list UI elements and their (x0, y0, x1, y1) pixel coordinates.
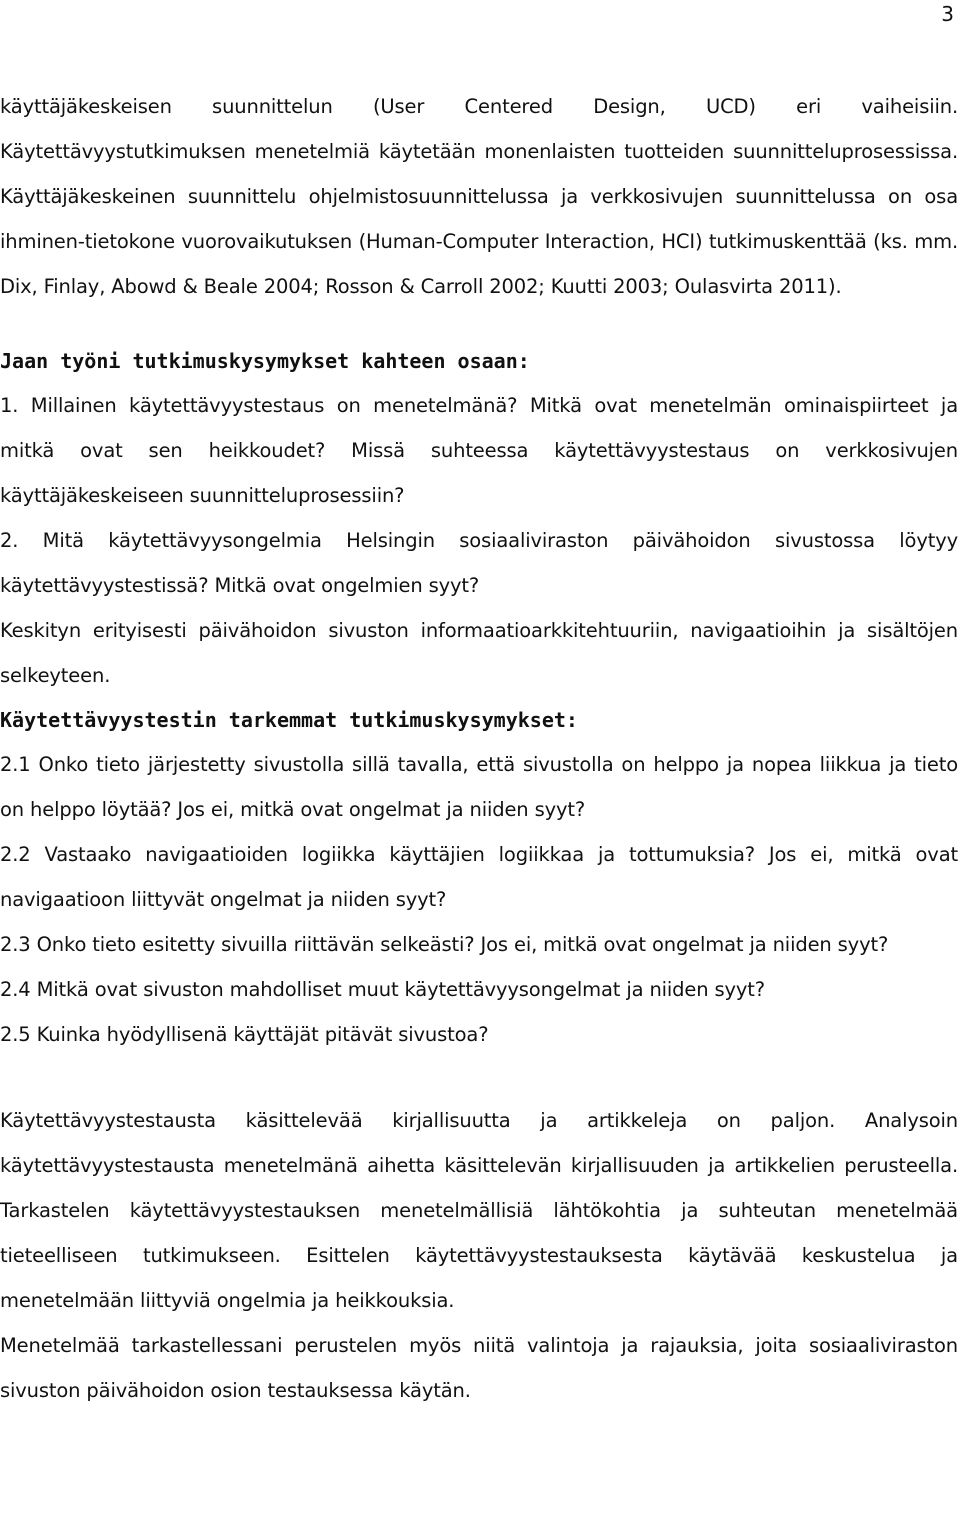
literature-paragraph: Käytettävyystestausta käsittelevää kirjallisuutta ja artikkeleja on paljon. Analysoin käytettävyystestausta menetelmänä aihetta käsittelevän kirjallisuuden ja artikkelien perusteella. Tarkastelen käytettävyystestauksen menetelmällisiä lähtökohtia ja suhteutan menetelmää tieteelliseen tutkimukseen. Esittelen käytettävyystestauksesta käytävää keskustelua ja menetelmään liittyviä ongelmia ja heikkouksia. (0, 1109, 958, 1312)
question-2-4: 2.4 Mitkä ovat sivuston mahdolliset muut käytettävyysongelmat ja niiden syyt? (0, 978, 766, 1001)
question-2-5: 2.5 Kuinka hyödyllisenä käyttäjät pitävät sivustoa? (0, 1023, 489, 1046)
focus-paragraph: Keskityn erityisesti päivähoidon sivuston informaatioarkkitehtuuriin, navigaatioihin ja sisältöjen selkeyteen. (0, 619, 958, 687)
detailed-questions-heading: Käytettävyystestin tarkemmat tutkimuskysymykset: (0, 708, 578, 732)
research-questions-heading: Jaan työni tutkimuskysymykset kahteen osaan: (0, 349, 530, 373)
page-number: 3 (941, 2, 954, 26)
intro-paragraph: käyttäjäkeskeisen suunnittelun (User Centered Design, UCD) eri vaiheisiin. Käytettävyystutkimuksen menetelmiä käytetään monenlaisten tuotteiden suunnitteluprosessissa. Käyttäjäkeskeinen suunnittelu ohjelmistosuunnittelussa ja verkkosivujen suunnittelussa on osa ihminen-tietokone vuorovaikutuksen (Human-Computer Interaction, HCI) tutkimuskenttää (ks. mm. Dix, Finlay, Abowd & Beale 2004; Rosson & Carroll 2002; Kuutti 2003; Oulasvirta 2011). (0, 95, 958, 298)
question-2-1: 2.1 Onko tieto järjestetty sivustolla sillä tavalla, että sivustolla on helppo ja nopea liikkua ja tieto on helppo löytää? Jos ei, mitkä ovat ongelmat ja niiden syyt? (0, 753, 958, 821)
question-2-2: 2.2 Vastaako navigaatioiden logiikka käyttäjien logiikkaa ja tottumuksia? Jos ei, mitkä ovat navigaatioon liittyvät ongelmat ja niiden syyt? (0, 843, 958, 911)
choices-paragraph: Menetelmää tarkastellessani perustelen myös niitä valintoja ja rajauksia, joita sosiaaliviraston sivuston päivähoidon osion testauksessa käytän. (0, 1334, 958, 1402)
question-1: 1. Millainen käytettävyystestaus on menetelmänä? Mitkä ovat menetelmän ominaispiirteet ja mitkä ovat sen heikkoudet? Missä suhteessa käytettävyystestaus on verkkosivujen käyttäjäkeskeiseen suunnitteluprosessiin? (0, 394, 958, 507)
question-2: 2. Mitä käytettävyysongelmia Helsingin sosiaaliviraston päivähoidon sivustossa löytyy käytettävyystestissä? Mitkä ovat ongelmien syyt? (0, 529, 958, 597)
question-2-3: 2.3 Onko tieto esitetty sivuilla riittävän selkeästi? Jos ei, mitkä ovat ongelmat ja niiden syyt? (0, 933, 889, 956)
document-body (0, 84, 958, 1413)
